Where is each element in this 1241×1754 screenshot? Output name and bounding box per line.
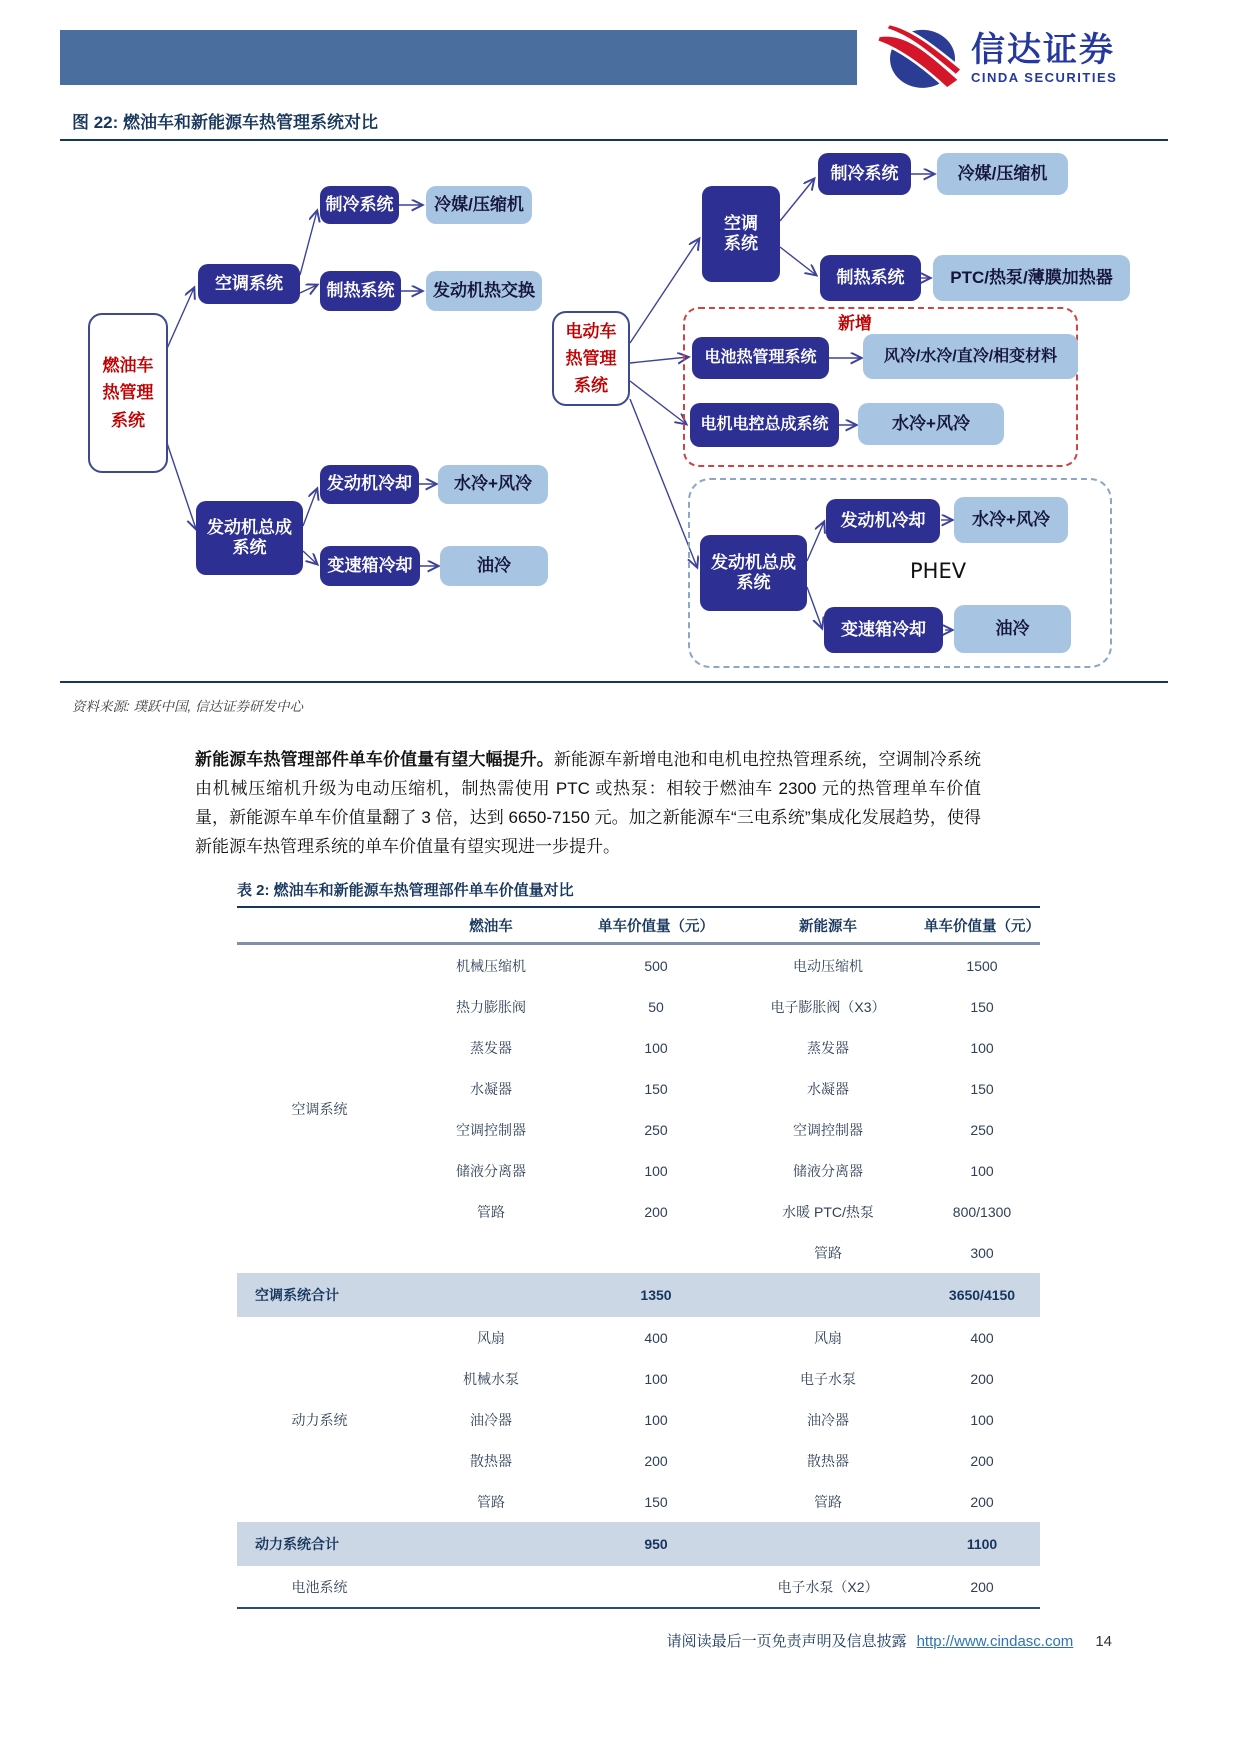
cell: 100 (970, 1411, 994, 1428)
node-ev-cooling: 制冷系统 (818, 153, 911, 195)
cell: 空调控制器 (793, 1121, 863, 1138)
node-fuel-root (88, 313, 168, 473)
cell: 油冷器 (470, 1411, 512, 1428)
cell: 电动压缩机 (793, 957, 863, 974)
cell: 电子膨胀阀（X3） (770, 998, 886, 1015)
cell: 管路 (477, 1493, 505, 1510)
node-ev-heating-leaf: PTC/热泵/薄膜加热器 (933, 255, 1130, 301)
node-ev-root (552, 311, 630, 406)
cell (580, 1566, 732, 1607)
cell: 50 (648, 998, 664, 1015)
node-ev-battery-leaf: 风冷/水冷/直冷/相变材料 (863, 334, 1078, 379)
cell (732, 1273, 924, 1317)
cell: 油冷器 (807, 1411, 849, 1428)
cell: 100 (970, 1162, 994, 1179)
paragraph-lead: 新能源车热管理部件单车价值量有望大幅提升。 (195, 750, 554, 769)
cell: 250 (970, 1121, 994, 1138)
figure-bottom-rule (60, 681, 1168, 683)
new-label: 新增 (838, 314, 872, 333)
cell: 800/1300 (952, 1203, 1012, 1220)
summary-fuel-value: 1350 (580, 1273, 732, 1317)
figure-title: 图 22: 燃油车和新能源车热管理系统对比 (72, 113, 379, 132)
node-ev-engine-cool-leaf: 水冷+风冷 (954, 497, 1068, 543)
group-label-ac: 空调系统 (291, 1101, 348, 1117)
node-ev-battery: 电池热管理系统 (692, 337, 829, 379)
cell: 200 (970, 1493, 994, 1510)
cell: 250 (644, 1121, 668, 1138)
cell: 200 (970, 1578, 994, 1595)
cell: 管路 (814, 1244, 842, 1261)
brand-name-en: CINDA SECURITIES (971, 69, 1118, 85)
node-label: 系统 (724, 234, 758, 253)
node-label: 热管理 (102, 383, 154, 403)
cell: 电子水泵 (800, 1370, 856, 1387)
footer-link[interactable]: http://www.cindasc.com (916, 1633, 1074, 1650)
cell: 150 (970, 1080, 994, 1097)
table-2-block (237, 879, 1040, 1609)
cell: 机械水泵 (463, 1370, 519, 1387)
node-label: 电动车 (565, 321, 617, 341)
node-fuel-heating-leaf: 发动机热交换 (426, 271, 542, 311)
figure-22 (60, 108, 1168, 715)
cell: 电子水泵（X2） (777, 1578, 879, 1595)
col-header-group (237, 908, 402, 944)
node-label: 空调 (724, 213, 758, 233)
table-title: 表 2: 燃油车和新能源车热管理部件单车价值量对比 (237, 882, 574, 899)
node-fuel-gearbox: 变速箱冷却 (320, 546, 420, 586)
node-label: 系统 (736, 573, 771, 592)
cell: 200 (970, 1370, 994, 1387)
cell: 1500 (966, 957, 998, 974)
node-fuel-engine (196, 501, 303, 575)
node-label: 热管理 (565, 348, 617, 368)
cell: 散热器 (470, 1452, 512, 1469)
cell: 400 (970, 1329, 994, 1346)
table-header-row (237, 908, 1040, 944)
cell: 500 (644, 957, 668, 974)
node-label: 燃油车 (102, 356, 154, 376)
cell: 水凝器 (470, 1080, 512, 1097)
node-ev-motor-leaf: 水冷+风冷 (858, 403, 1004, 445)
node-ev-cooling-leaf: 冷媒/压缩机 (937, 153, 1068, 195)
node-ev-gearbox-leaf: 油冷 (954, 605, 1071, 653)
cell: 热力膨胀阀 (456, 998, 526, 1015)
phev-label: PHEV (910, 559, 967, 583)
cell: 400 (644, 1329, 668, 1346)
cinda-logo-icon (875, 22, 963, 94)
cell: 管路 (814, 1493, 842, 1510)
cell: 风扇 (814, 1329, 842, 1346)
cinda-logo-text (971, 30, 1118, 85)
summary-nev-value: 1100 (924, 1522, 1040, 1566)
cell: 储液分离器 (456, 1162, 526, 1179)
cell: 水暖 PTC/热泵 (782, 1203, 874, 1220)
cell (580, 1232, 732, 1273)
thermal-system-diagram (60, 141, 1168, 681)
node-label: 系统 (574, 376, 608, 396)
table-row (237, 944, 1040, 987)
summary-fuel-value: 950 (580, 1522, 732, 1566)
cell: 空调控制器 (456, 1121, 526, 1138)
brand-name-cn: 信达证券 (971, 30, 1115, 69)
cell: 100 (644, 1162, 668, 1179)
col-header-fuel: 燃油车 (402, 908, 580, 944)
cell: 150 (970, 998, 994, 1015)
node-fuel-gearbox-leaf: 油冷 (440, 546, 548, 586)
cell (732, 1522, 924, 1566)
cell: 200 (644, 1203, 668, 1220)
node-fuel-cooling: 制冷系统 (320, 186, 399, 224)
cell: 200 (644, 1452, 668, 1469)
body-paragraph (195, 745, 981, 861)
cell: 蒸发器 (470, 1039, 512, 1056)
node-ev-engine (700, 535, 807, 611)
col-header-fuel-value: 单车价值量（元） (580, 908, 732, 944)
node-fuel-engine-cool-leaf: 水冷+风冷 (438, 465, 548, 504)
cell: 机械压缩机 (456, 957, 526, 974)
node-ev-engine-cool: 发动机冷却 (826, 499, 940, 543)
node-ev-gearbox: 变速箱冷却 (824, 607, 943, 653)
cell (402, 1566, 580, 1607)
cell: 风扇 (477, 1329, 505, 1346)
cell: 300 (970, 1244, 994, 1261)
page-number: 14 (1095, 1633, 1112, 1650)
node-label: 发动机总成 (711, 552, 796, 572)
node-label: 系统 (232, 538, 267, 557)
paragraph-body: 新能源车新增电池和电机电控热管理系统，空调制冷系统由机械压缩机升级为电动压缩机，制热需使用 PTC 或热泵：相较于燃油车 2300 元的热管理单车价值量，新能源车单车价值量翻了 3 倍，达到 6650-7150 元。加之新能源车“三电系统”集成化发展趋势，使得新能源车热管理系统的单车价值量有望实现进一步提升。 (195, 750, 982, 856)
node-label: 发动机总成 (207, 517, 292, 537)
table-bottom-rule (237, 1607, 1040, 1609)
cell: 管路 (477, 1203, 505, 1220)
node-label: 系统 (111, 410, 145, 430)
cell: 储液分离器 (793, 1162, 863, 1179)
col-header-nev: 新能源车 (732, 908, 924, 944)
node-ev-heating: 制热系统 (820, 255, 921, 301)
cell (402, 1232, 580, 1273)
node-fuel-ac: 空调系统 (198, 264, 300, 304)
summary-nev-value: 3650/4150 (924, 1273, 1040, 1317)
cell: 蒸发器 (807, 1039, 849, 1056)
col-header-nev-value: 单车价值量（元） (924, 908, 1040, 944)
page-header (60, 22, 1175, 94)
header-banner (60, 30, 857, 85)
value-comparison-table (237, 908, 1040, 1607)
group-label-battery: 电池系统 (291, 1578, 348, 1595)
node-ev-motor: 电机电控总成系统 (690, 403, 839, 447)
battery-row (237, 1566, 1040, 1607)
cell: 150 (644, 1080, 668, 1097)
summary-label: 空调系统合计 (237, 1273, 580, 1317)
summary-row-power (237, 1522, 1040, 1566)
node-ev-ac (702, 186, 780, 282)
cell: 200 (970, 1452, 994, 1469)
cell: 100 (970, 1039, 994, 1056)
page-footer (60, 1630, 1168, 1651)
cell: 水凝器 (807, 1080, 849, 1097)
node-fuel-cooling-leaf: 冷媒/压缩机 (426, 186, 532, 224)
cell: 100 (644, 1039, 668, 1056)
node-fuel-engine-cool: 发动机冷却 (320, 465, 419, 504)
figure-source: 资料来源: 璞跃中国, 信达证券研发中心 (72, 699, 304, 714)
summary-row-ac (237, 1273, 1040, 1317)
cell: 150 (644, 1493, 668, 1510)
cell: 散热器 (807, 1452, 849, 1469)
footer-disclaimer: 请阅读最后一页免责声明及信息披露 (666, 1633, 907, 1650)
cell: 100 (644, 1370, 668, 1387)
table-row (237, 1317, 1040, 1358)
node-fuel-heating: 制热系统 (320, 271, 401, 311)
cell: 100 (644, 1411, 668, 1428)
group-label-power: 动力系统 (291, 1411, 348, 1428)
cinda-logo (875, 22, 1175, 94)
summary-label: 动力系统合计 (237, 1522, 580, 1566)
